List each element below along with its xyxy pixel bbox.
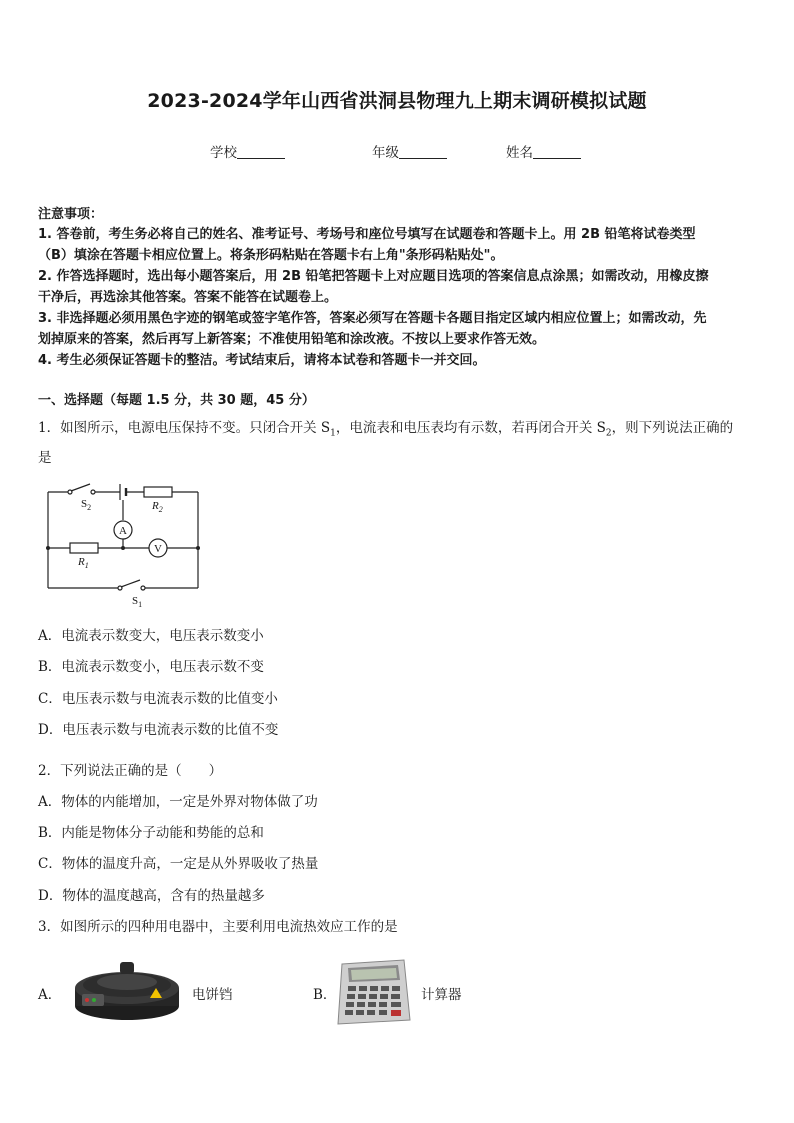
q1-stem-continued: 是	[38, 450, 52, 466]
school-label: 学校	[210, 145, 237, 161]
q2-option-a[interactable]: A．物体的内能增加，一定是外界对物体做了功	[38, 794, 318, 810]
q2-stem: 2．下列说法正确的是（ ）	[38, 763, 223, 779]
q1-stem-part: 1．如图所示，电源电压保持不变。只闭合开关 S	[38, 420, 331, 436]
label-voltmeter: V	[154, 543, 162, 555]
notice-heading: 注意事项：	[38, 207, 104, 222]
label-s1: $S_1$	[132, 595, 143, 609]
q2-option-b[interactable]: B．内能是物体分子动能和势能的总和	[38, 825, 264, 841]
school-blank[interactable]	[237, 145, 285, 159]
q1-option-a[interactable]: A．电流表示数变大，电压表示数变小	[38, 628, 264, 644]
label-s2: $S_2$	[81, 498, 92, 512]
switch-s1-blade	[121, 580, 140, 587]
resistor-r1	[70, 543, 98, 553]
name-field	[506, 141, 581, 161]
resistor-r2	[144, 487, 172, 497]
q3-option-a-label[interactable]: 电饼铛	[192, 987, 233, 1003]
q2-option-c[interactable]: C．物体的温度升高，一定是从外界吸收了热量	[38, 856, 319, 872]
q3-option-b-letter[interactable]: B．	[313, 987, 337, 1003]
grade-blank[interactable]	[399, 145, 447, 159]
q1-option-c[interactable]: C．电压表示数与电流表示数的比值变小	[38, 691, 278, 707]
q2-option-d[interactable]: D．物体的温度越高，含有的热量越多	[38, 888, 265, 904]
q3-option-b-label[interactable]: 计算器	[421, 987, 462, 1003]
school-field	[210, 141, 285, 161]
label-r2: $R_2$	[152, 500, 163, 514]
notice-line: 1. 答卷前，考生务必将自己的姓名、准考证号、考场号和座位号填写在试题卷和答题卡上。用 2B 铅笔将试卷类型	[38, 227, 696, 242]
subscript: 1	[330, 428, 336, 439]
notice-line: 划掉原来的答案，然后再写上新答案；不准使用铅笔和涂改液。不按以上要求作答无效。	[38, 332, 546, 347]
q3-option-a-letter[interactable]: A．	[38, 987, 62, 1003]
notice-line: 3. 非选择题必须用黑色字迹的钢笔或签字笔作答，答案必须写在答题卡各题目指定区域内相应位置上；如需改动，先	[38, 311, 707, 326]
junction-dot	[121, 546, 125, 550]
switch-s2-blade	[71, 484, 90, 491]
name-label: 姓名	[506, 145, 533, 161]
calculator-icon	[334, 958, 414, 1028]
page-title: 2023-2024学年山西省洪洞县物理九上期末调研模拟试题	[147, 90, 647, 112]
label-r1: $R_1$	[78, 556, 89, 570]
q1-stem	[38, 416, 733, 439]
switch-s2-contact	[91, 490, 95, 494]
section-heading: 一、选择题（每题 1.5 分，共 30 题，45 分）	[38, 393, 315, 408]
switch-s1-contact	[141, 586, 145, 590]
q1-stem-part: ，电流表和电压表均有示数，若再闭合开关 S	[335, 420, 606, 436]
q1-option-b[interactable]: B．电流表示数变小，电压表示数不变	[38, 659, 264, 675]
electric-pan-icon	[68, 958, 186, 1024]
subscript: 2	[605, 428, 612, 439]
notice-line: 4. 考生必须保证答题卡的整洁。考试结束后，请将本试卷和答题卡一并交回。	[38, 353, 486, 368]
notice-line: 干净后，再选涂其他答案。答案不能答在试题卷上。	[38, 290, 338, 305]
grade-field	[372, 141, 447, 161]
junction-dot	[196, 546, 200, 550]
q3-stem: 3．如图所示的四种用电器中，主要利用电流热效应工作的是	[38, 919, 398, 935]
name-blank[interactable]	[533, 145, 581, 159]
q1-option-d[interactable]: D．电压表示数与电流表示数的比值不变	[38, 722, 279, 738]
notice-line: 2. 作答选择题时，选出每小题答案后，用 2B 铅笔把答题卡上对应题目选项的答案信息点涂黑；如需改动，用橡皮擦	[38, 269, 709, 284]
circuit-diagram	[38, 478, 218, 610]
notice-line: （B）填涂在答题卡相应位置上。将条形码粘贴在答题卡右上角"条形码粘贴处"。	[38, 248, 504, 263]
label-ammeter: A	[119, 525, 127, 537]
q1-stem-part: ，则下列说法正确的	[611, 420, 734, 436]
grade-label: 年级	[372, 145, 399, 161]
junction-dot	[46, 546, 50, 550]
